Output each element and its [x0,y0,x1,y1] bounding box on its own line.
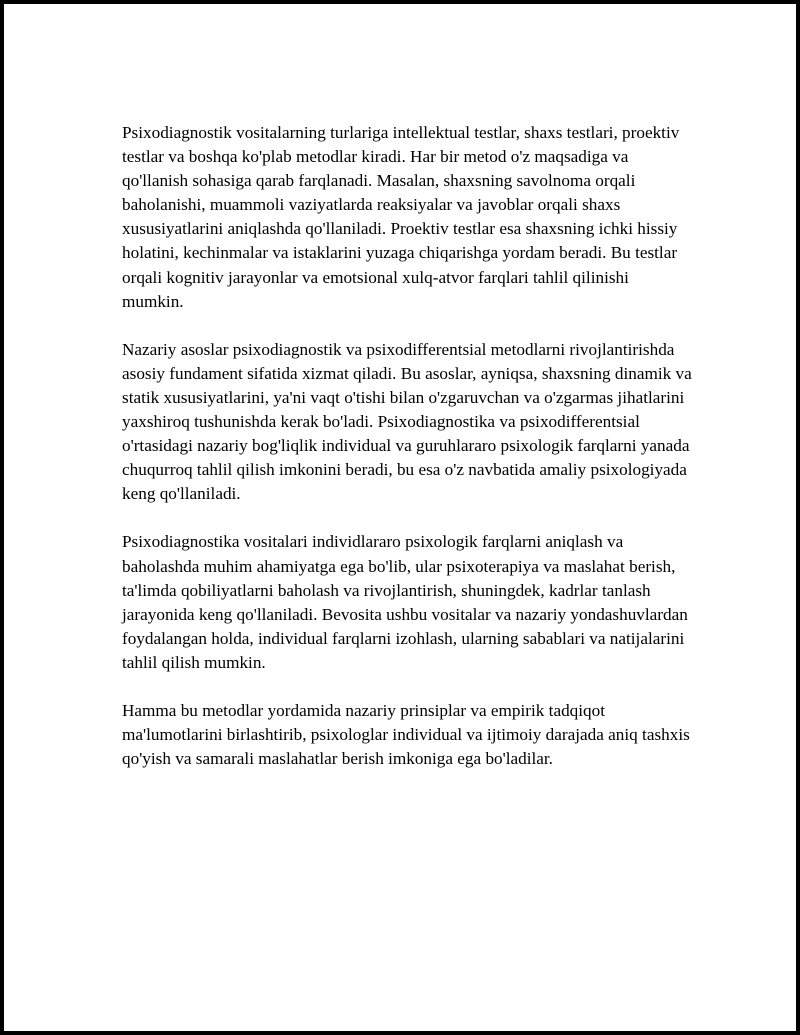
paragraph-4: Hamma bu metodlar yordamida nazariy prinsiplar va empirik tadqiqot ma'lumotlarini birlashtirib, psixologlar individual va ijtimoiy darajada aniq tashxis qo'yish va samarali maslahatlar berish imkoniga ega bo'ladilar. [122,700,690,769]
document-body [122,121,694,795]
paragraph-3: Psixodiagnostika vositalari individlararo psixologik farqlarni aniqlash va baholashda muhim ahamiyatga ega bo'lib, ular psixoterapiya va maslahat berish, ta'limda qobiliyatlarni baholash va rivojlantirish, shuningdek, kadrlar tanlash jarayonida keng qo'llaniladi. Bevosita ushbu vositalar va nazariy yondashuvlardan foydalangan holda, individual farqlarni izohlash, ularning sabablari va natijalarini tahlil qilish mumkin. [122,532,688,672]
paragraph-2: Nazariy asoslar psixodiagnostik va psixodifferentsial metodlarni rivojlantirishda asosiy fundament sifatida xizmat qiladi. Bu asoslar, ayniqsa, shaxsning dinamik va statik xususiyatlarini, ya'ni vaqt o'tishi bilan o'zgaruvchan va o'zgarmas jihatlarini yaxshiroq tushunishda kerak bo'ladi. Psixodiagnostika va psixodifferentsial o'rtasidagi nazariy bog'liqlik individual va guruhlararo psixologik farqlarni yanada chuqurroq tahlil qilish imkonini beradi, bu esa o'z navbatida amaliy psixologiyada keng qo'llaniladi. [122,339,692,504]
paragraph-1: Psixodiagnostik vositalarning turlariga intellektual testlar, shaxs testlari, proektiv testlar va boshqa ko'plab metodlar kiradi. Har bir metod o'z maqsadiga va qo'llanish sohasiga qarab farqlanadi. Masalan, shaxsning savolnoma orqali baholanishi, muammoli vaziyatlarda reaksiyalar va javoblar orqali shaxs xususiyatlarini aniqlashda qo'llaniladi. Proektiv testlar esa shaxsning ichki hissiy holatini, kechinmalar va istaklarini yuzaga chiqarishga yordam beradi. Bu testlar orqali kognitiv jarayonlar va emotsional xulq-atvor farqlari tahlil qilinishi mumkin. [122,123,680,311]
